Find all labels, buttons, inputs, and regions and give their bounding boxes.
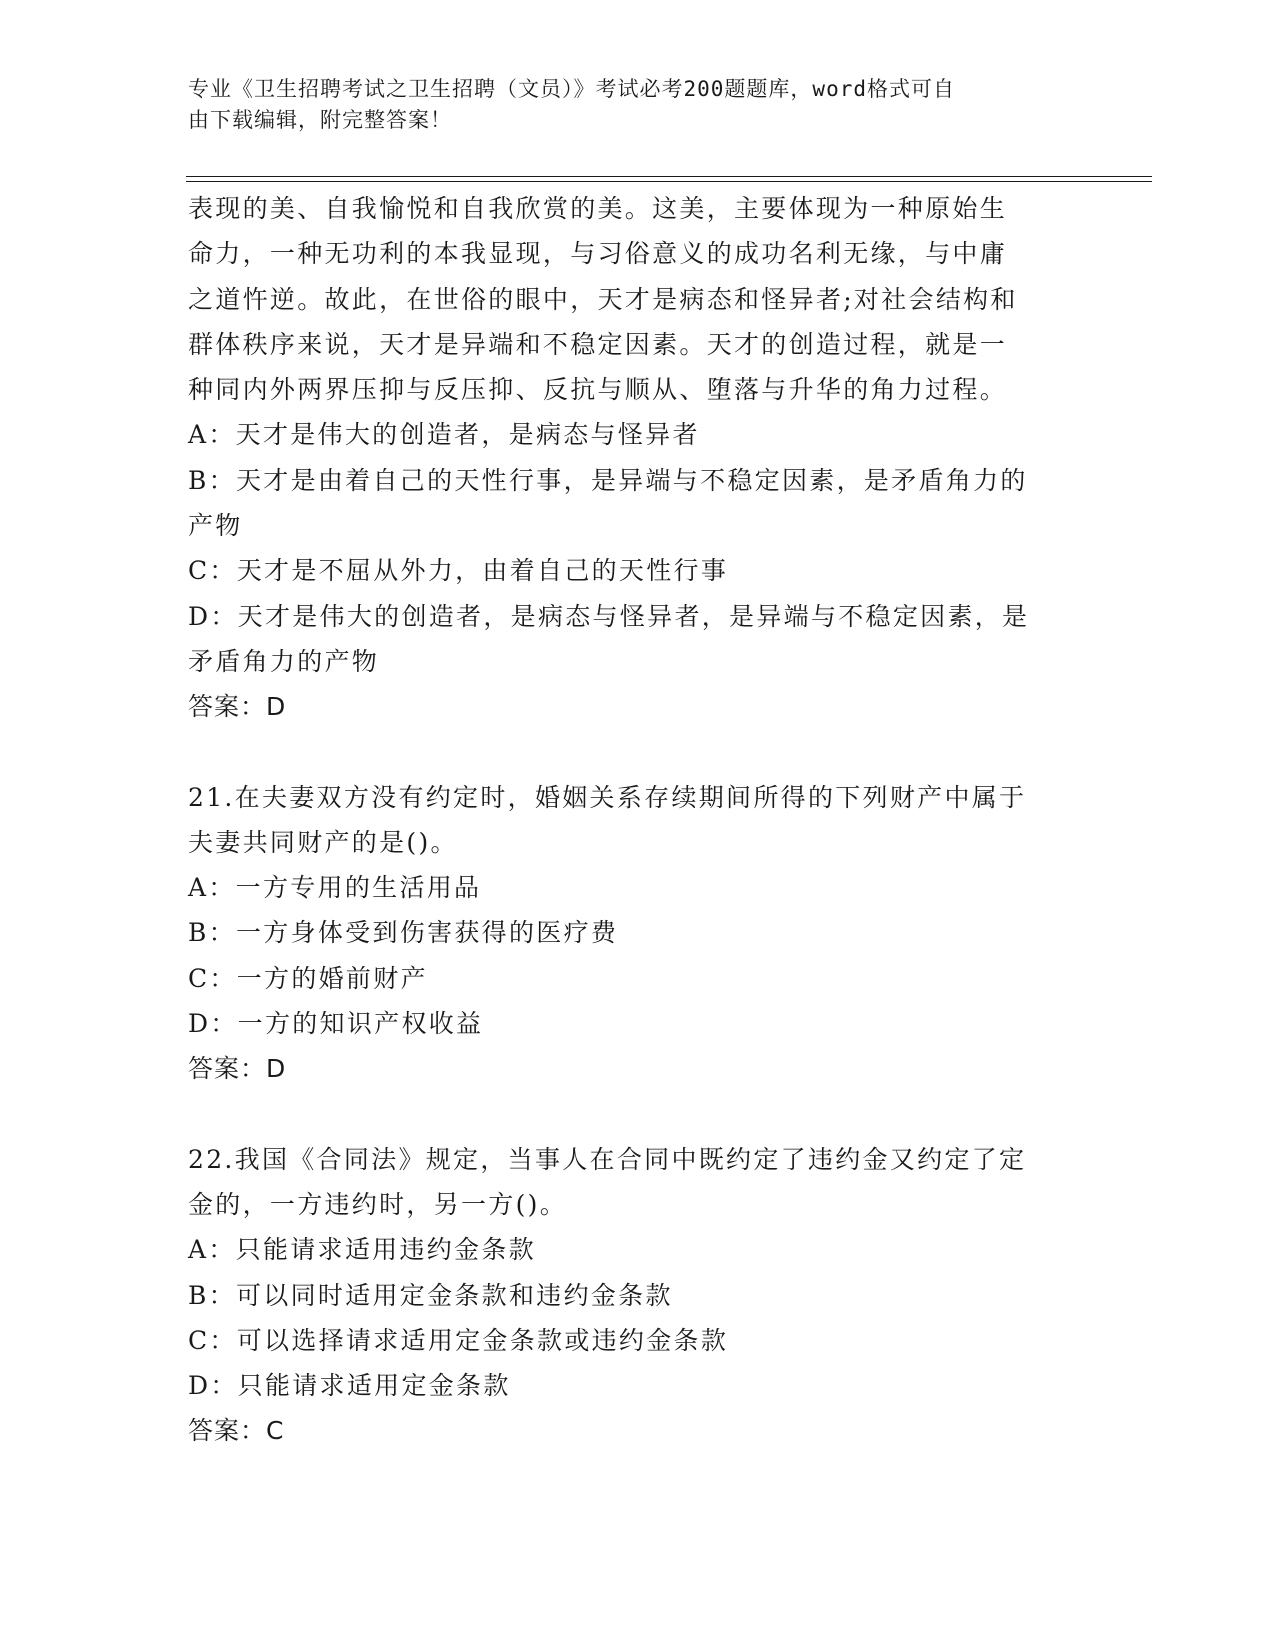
option-line: D：只能请求适用定金条款 (188, 1371, 511, 1401)
spacer (188, 730, 1088, 775)
header-rule-top (186, 176, 1152, 177)
header-rule-bottom (186, 181, 1152, 182)
option-line: B：天才是由着自己的天性行事，是异端与不稳定因素，是矛盾角力的 (188, 465, 1028, 495)
question-stem-line: 22.我国《合同法》规定，当事人在合同中既约定了违约金又约定了定 (188, 1144, 1027, 1174)
option-line: 矛盾角力的产物 (188, 646, 380, 676)
question-stem-line: 夫妻共同财产的是()。 (188, 827, 458, 857)
option-line: A：一方专用的生活用品 (188, 873, 482, 903)
option-line: B：可以同时适用定金条款和违约金条款 (188, 1280, 673, 1310)
question-20-options (188, 412, 1088, 729)
option-line: C：一方的婚前财产 (188, 963, 428, 993)
answer-line: 答案：D (188, 692, 287, 722)
passage-line: 之道忤逆。故此，在世俗的眼中，天才是病态和怪异者;对社会结构和 (188, 284, 1018, 314)
passage-line: 种同内外两界压抑与反压抑、反抗与顺从、堕落与升华的角力过程。 (188, 375, 1008, 405)
document-header (188, 74, 1068, 136)
passage-line: 表现的美、自我愉悦和自我欣赏的美。这美，主要体现为一种原始生 (188, 194, 1008, 223)
passage-line: 命力，一种无功利的本我显现，与习俗意义的成功名利无缘，与中庸 (188, 239, 1008, 269)
question-22 (188, 1137, 1088, 1454)
header-line-2: 由下载编辑，附完整答案！ (188, 108, 452, 132)
option-line: D：天才是伟大的创造者，是病态与怪异者，是异端与不稳定因素，是 (188, 601, 1030, 631)
option-line: 产物 (188, 511, 243, 541)
answer-line: 答案：D (188, 1054, 287, 1084)
option-line: C：天才是不屈从外力，由着自己的天性行事 (188, 556, 729, 586)
passage-line: 群体秩序来说，天才是异端和不稳定因素。天才的创造过程，就是一 (188, 329, 1008, 359)
question-stem-line: 21.在夫妻双方没有约定时，婚姻关系存续期间所得的下列财产中属于 (188, 782, 1027, 812)
header-line-1: 专业《卫生招聘考试之卫生招聘（文员）》考试必考200题题库，word格式可自 (188, 77, 955, 101)
option-line: A：只能请求适用违约金条款 (188, 1235, 536, 1265)
question-21 (188, 775, 1088, 1092)
option-line: B：一方身体受到伤害获得的医疗费 (188, 918, 619, 948)
spacer (188, 1092, 1088, 1137)
passage (188, 186, 1088, 412)
answer-line: 答案：C (188, 1416, 285, 1446)
document-body (188, 186, 1088, 1454)
option-line: A：天才是伟大的创造者，是病态与怪异者 (188, 420, 700, 450)
option-line: D：一方的知识产权收益 (188, 1009, 484, 1039)
question-stem-line: 金的，一方违约时，另一方()。 (188, 1189, 568, 1219)
option-line: C：可以选择请求适用定金条款或违约金条款 (188, 1325, 729, 1355)
